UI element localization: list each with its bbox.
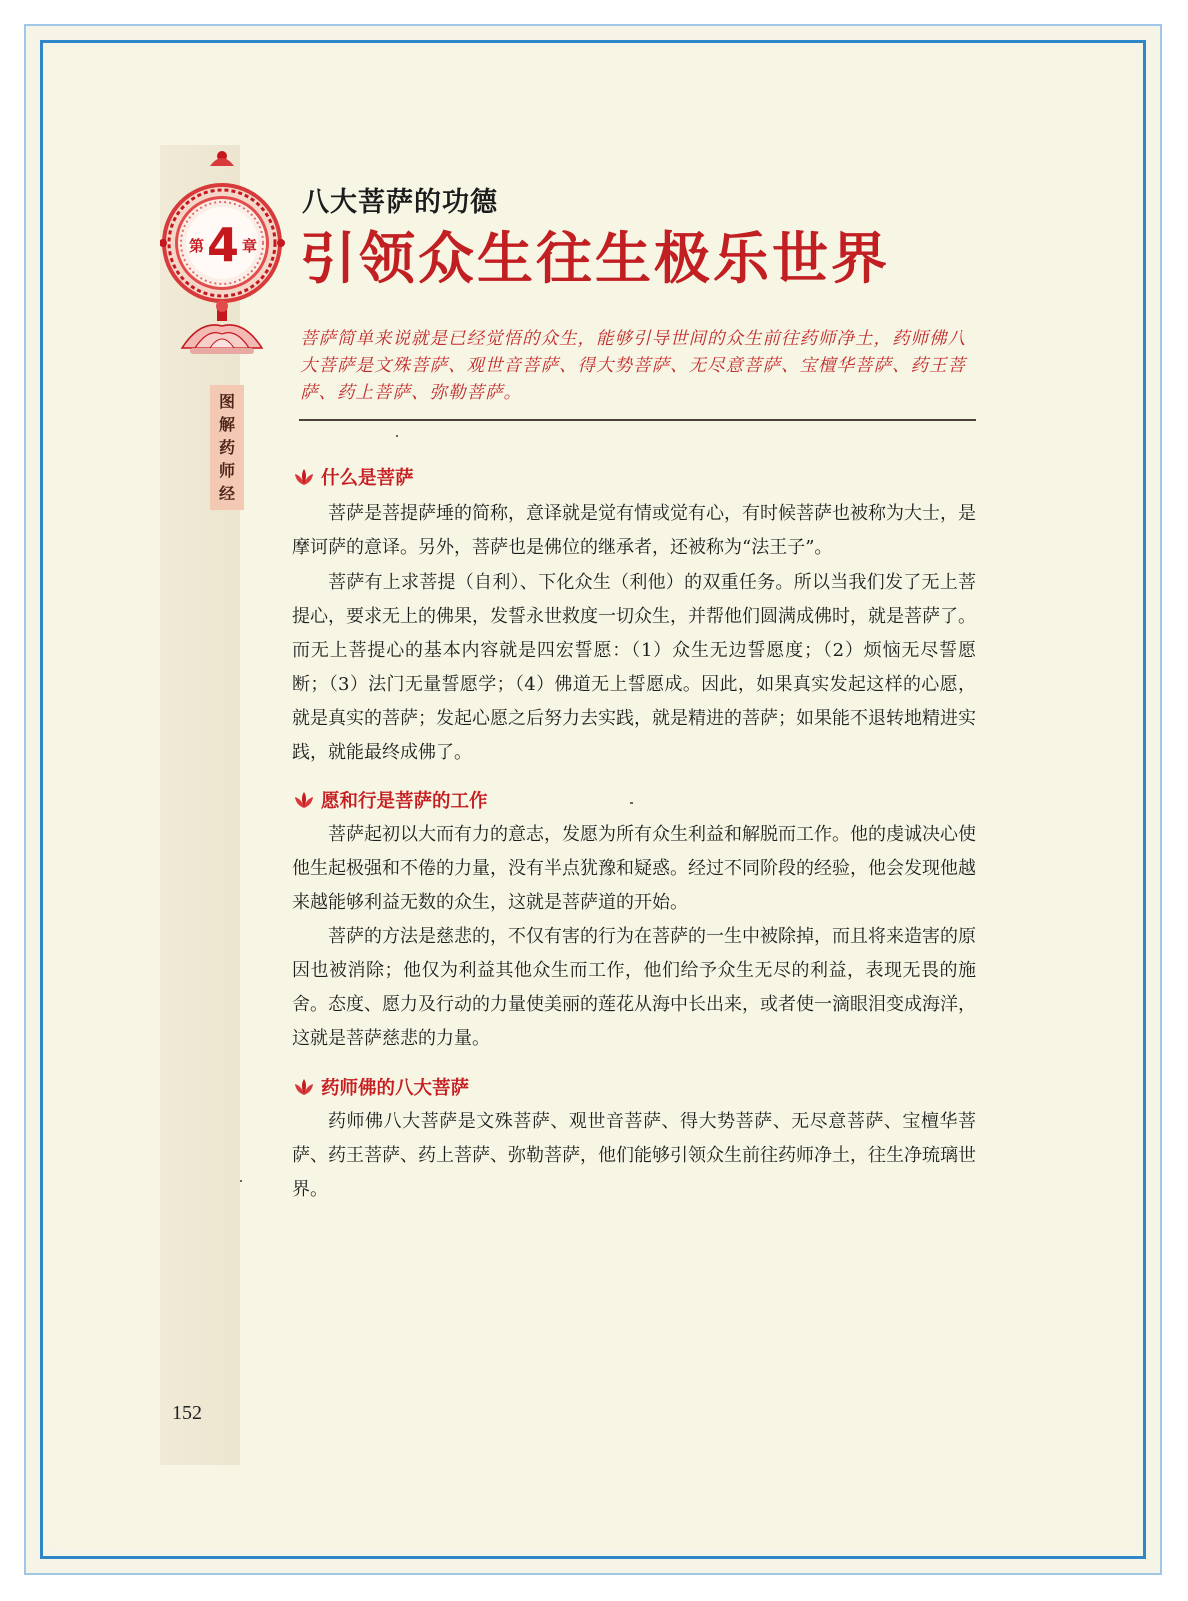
paragraph: 菩萨是菩提萨埵的简称，意译就是觉有情或觉有心，有时候菩萨也被称为大士，是摩诃萨的意译。另外，菩萨也是佛位的继承者，还被称为“法王子”。 <box>292 503 976 558</box>
intro-paragraph: 菩萨简单来说就是已经觉悟的众生，能够引导世间的众生前往药师净土，药师佛八大菩萨是文殊菩萨、观世音菩萨、得大势菩萨、无尽意菩萨、宝檀华菩萨、药王菩萨、药上菩萨、弥勒菩萨。 <box>300 329 966 403</box>
side-label-char: 药 <box>218 438 235 457</box>
lotus-icon <box>293 791 315 809</box>
section-heading <box>293 787 488 813</box>
section-heading <box>293 1074 469 1100</box>
page-number: 152 <box>172 1402 202 1424</box>
lotus-icon <box>293 468 315 486</box>
side-label-char: 解 <box>218 415 235 434</box>
print-speck <box>396 435 398 437</box>
paragraph: 药师佛八大菩萨是文殊菩萨、观世音菩萨、得大势菩萨、无尽意菩萨、宝檀华菩萨、药王菩萨、药上菩萨、弥勒菩萨，他们能够引领众生前往药师净土，往生净琉璃世界。 <box>292 1111 976 1200</box>
section-heading-text: 什么是菩萨 <box>321 468 414 489</box>
chapter-suffix: 章 <box>242 236 258 255</box>
chapter-subtitle: 八大菩萨的功德 <box>302 187 498 218</box>
side-label-char: 经 <box>218 484 235 503</box>
print-speck <box>240 1180 242 1182</box>
paragraph: 菩萨起初以大而有力的意志，发愿为所有众生利益和解脱而工作。他的虔诚决心使他生起极强和不倦的力量，没有半点犹豫和疑惑。经过不同阶段的经验，他会发现他越来越能够利益无数的众生，这就是菩萨道的开始。 <box>292 824 976 913</box>
section-heading-text: 药师佛的八大菩萨 <box>321 1078 470 1099</box>
side-label-char: 师 <box>218 461 235 480</box>
section-heading <box>293 464 414 490</box>
side-label-char: 图 <box>218 392 235 411</box>
chapter-title: 引领众生往生极乐世界 <box>300 227 890 292</box>
section-heading-text: 愿和行是菩萨的工作 <box>321 791 488 812</box>
lotus-icon <box>293 1078 315 1096</box>
chapter-prefix: 第 <box>188 236 204 255</box>
divider <box>299 419 976 421</box>
chapter-number <box>171 218 275 272</box>
print-speck <box>630 802 633 804</box>
chapter-num: 4 <box>206 218 239 272</box>
side-label <box>210 385 244 510</box>
paragraph: 菩萨的方法是慈悲的，不仅有害的行为在菩萨的一生中被除掉，而且将来造害的原因也被消除；他仅为利益其他众生而工作，他们给予众生无尽的利益，表现无畏的施舍。态度、愿力及行动的力量使美丽的莲花从海中长出来，或者使一滴眼泪变成海洋，这就是菩萨慈悲的力量。 <box>292 926 976 1049</box>
paragraph: 菩萨有上求菩提（自利）、下化众生（利他）的双重任务。所以当我们发了无上菩提心，要求无上的佛果，发誓永世救度一切众生，并帮他们圆满成佛时，就是菩萨了。而无上菩提心的基本内容就是四宏誓愿：（1）众生无边誓愿度；（2）烦恼无尽誓愿断；（3）法门无量誓愿学；（4）佛道无上誓愿成。因此，如果真实发起这样的心愿，就是真实的菩萨；发起心愿之后努力去实践，就是精进的菩萨；如果能不退转地精进实践，就能最终成佛了。 <box>292 572 976 763</box>
